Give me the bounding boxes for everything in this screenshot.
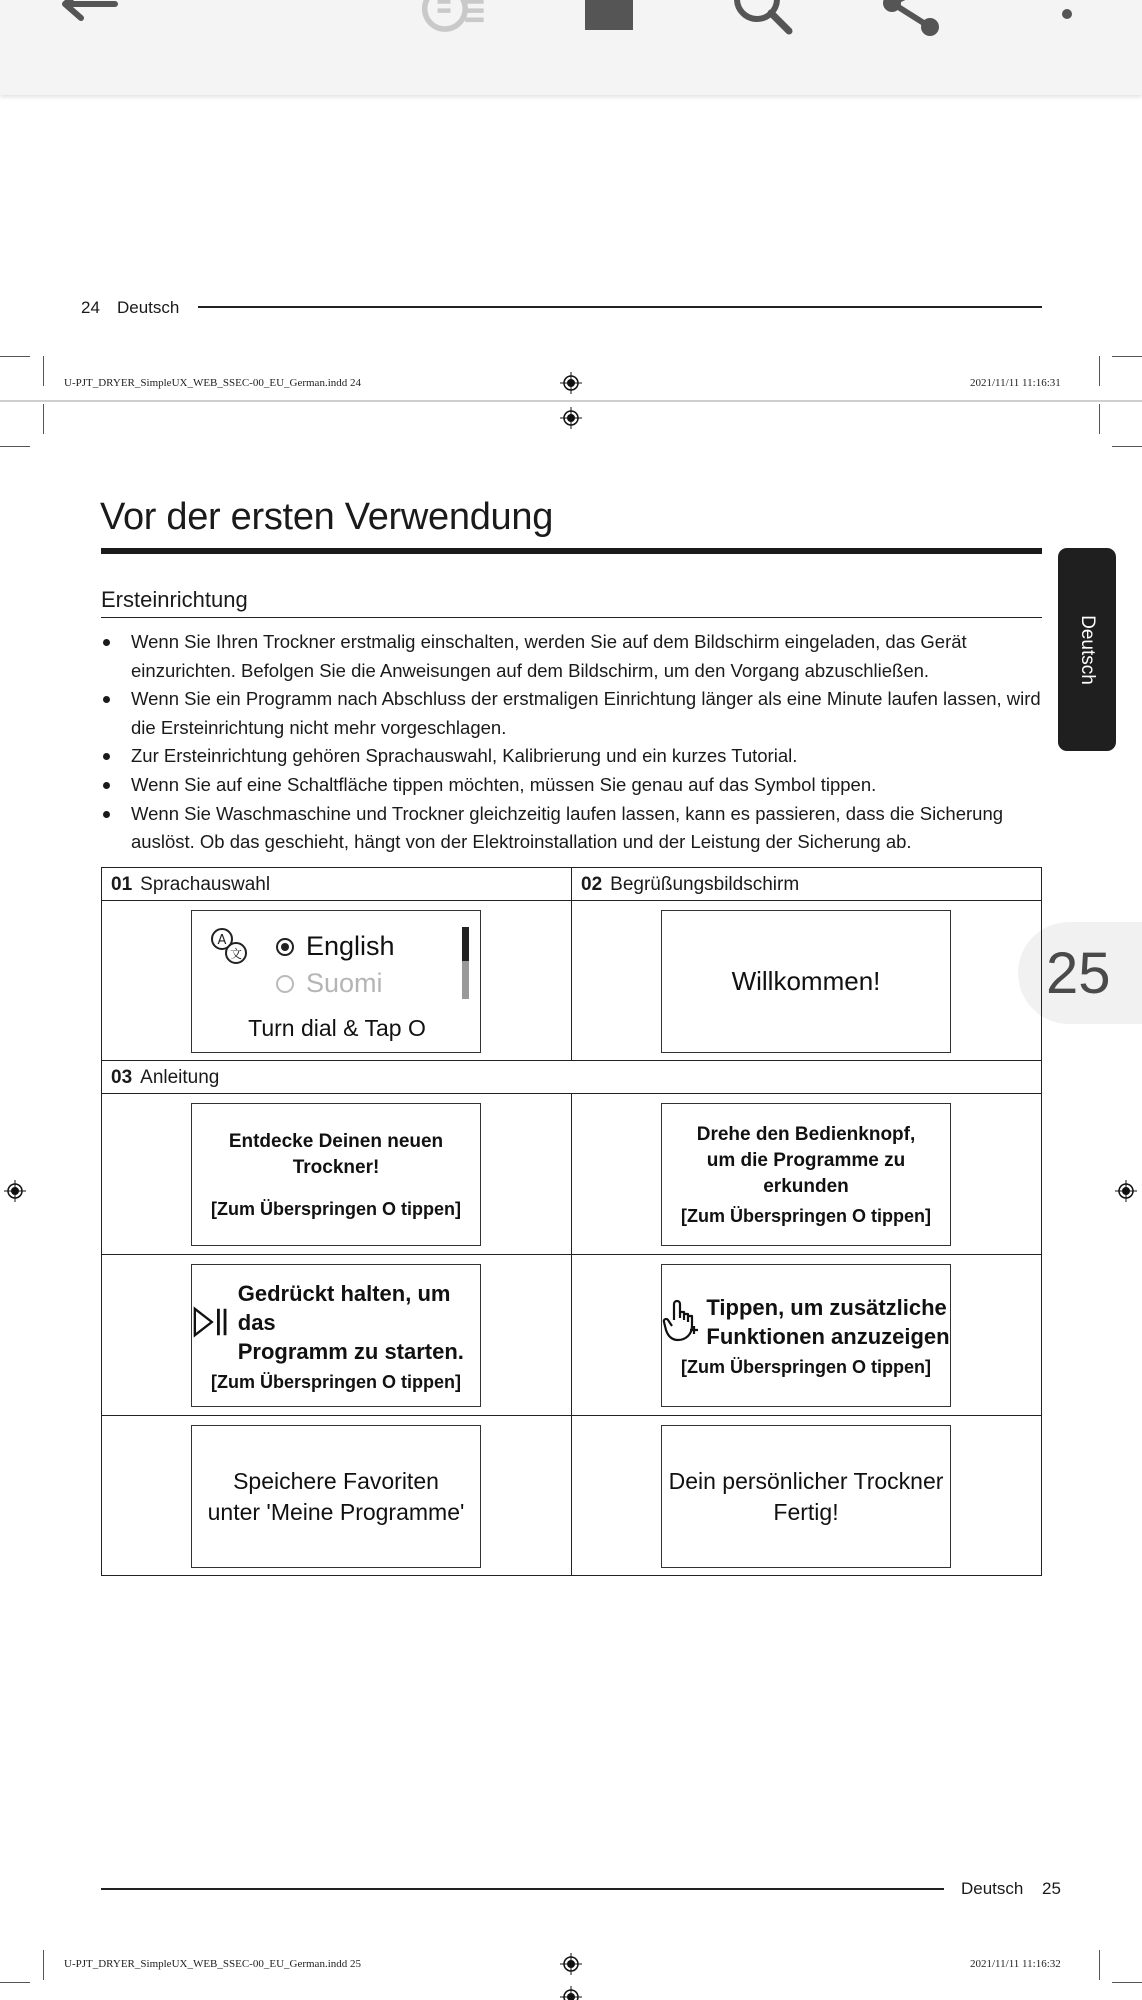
step-label: Sprachauswahl [140, 874, 271, 895]
registration-mark-icon [560, 1953, 582, 1975]
tap-hand-icon [662, 1300, 700, 1344]
footer-page-number: 25 [1042, 1879, 1061, 1898]
crop-mark [0, 446, 30, 447]
search-icon[interactable] [730, 0, 800, 48]
language-icon [210, 927, 250, 967]
footer-language: Deutsch [961, 1879, 1024, 1898]
tutorial-screen-ready [661, 1425, 951, 1568]
header-rule [198, 306, 1042, 308]
crop-mark [1099, 356, 1100, 386]
skip-hint: [Zum Überspringen O tippen] [211, 1371, 461, 1392]
tutorial-text-line2: Programm zu starten. [237, 1338, 464, 1364]
slug-timestamp-bottom: 2021/11/11 11:16:32 [970, 1958, 1061, 1970]
svg-text:文: 文 [229, 947, 243, 961]
crop-mark [0, 356, 30, 357]
tutorial-screen-favorites [191, 1425, 481, 1568]
tutorial-hold-text [238, 1279, 480, 1366]
svg-text:A: A [217, 933, 227, 948]
section-title: Ersteinrichtung [101, 587, 248, 612]
tutorial-text-line2: um die Programme zu erkunden [706, 1150, 906, 1197]
play-pause-icon [192, 1305, 230, 1339]
slug-file-bottom: U-PJT_DRYER_SimpleUX_WEB_SSEC-00_EU_German.indd 25 [64, 1958, 361, 1970]
list-item: Wenn Sie ein Programm nach Abschluss der erstmaligen Einrichtung länger als eine Minute laufen lassen, wird die Ersteinrichtung nicht mehr vorgeschlagen. [101, 685, 1046, 742]
registration-mark-icon [4, 1180, 26, 1202]
tutorial-screen-hold [191, 1264, 481, 1407]
tutorial-text-line1: Dein persönlicher Trockner [668, 1467, 944, 1494]
step-header-language [111, 874, 270, 896]
list-item: Wenn Sie Waschmaschine und Trockner gleichzeitig laufen lassen, kann es passieren, dass die Sicherung auslöst. Ob das geschieht, hängt von der Elektroinstallation und der Leistung der Sicherung ab. [101, 800, 1046, 857]
scrollbar[interactable] [462, 927, 469, 999]
skip-hint: [Zum Überspringen O tippen] [211, 1199, 461, 1219]
crop-mark [43, 1950, 44, 1980]
welcome-screen [661, 910, 951, 1053]
back-arrow-icon[interactable] [53, 0, 123, 48]
tutorial-tap-text [706, 1293, 949, 1351]
tutorial-text-line1: Drehe den Bedienknopf, [696, 1124, 916, 1145]
section-rule [101, 617, 1042, 618]
document-icon[interactable] [574, 0, 644, 48]
tutorial-text-line1: Gedrückt halten, um das [237, 1280, 451, 1335]
tutorial-screen-tap [661, 1264, 951, 1407]
list-item: Wenn Sie auf eine Schaltfläche tippen möchten, müssen Sie genau auf das Symbol tippen. [101, 771, 1046, 800]
slug-timestamp-top: 2021/11/11 11:16:31 [970, 377, 1061, 389]
step-label: Anleitung [140, 1067, 220, 1088]
radio-unselected-icon [276, 975, 294, 993]
tutorial-screen-discover [191, 1103, 481, 1246]
crop-mark [0, 1982, 30, 1983]
crop-mark [1112, 1982, 1142, 1983]
tutorial-text-line1: Tippen, um zusätzliche [706, 1295, 947, 1320]
language-side-tab [1058, 548, 1116, 751]
list-item: Zur Ersteinrichtung gehören Sprachauswahl, Kalibrierung und ein kurzes Tutorial. [101, 742, 1046, 771]
language-select-screen [191, 910, 481, 1053]
share-icon[interactable] [876, 0, 946, 48]
page-badge-number: 25 [1046, 941, 1111, 1006]
crop-mark [1112, 446, 1142, 447]
tutorial-text-line2: Funktionen anzuzeigen [706, 1324, 950, 1349]
tutorial-text: Entdecke Deinen neuen Trockner! [228, 1131, 444, 1178]
header-language: Deutsch [117, 298, 180, 317]
reader-mode-icon[interactable] [421, 0, 491, 48]
crop-mark [1099, 1950, 1100, 1980]
language-option-label: Suomi [306, 968, 383, 998]
page-break [0, 400, 1142, 402]
pdf-toolbar [0, 0, 1142, 95]
header-page-number: 24 [81, 298, 100, 317]
step-number: 01 [111, 874, 133, 895]
crop-mark [1099, 404, 1100, 434]
radio-selected-icon [276, 938, 294, 956]
tutorial-text-line2: Fertig! [773, 1498, 839, 1525]
side-tab-label: Deutsch [1077, 614, 1098, 685]
crop-mark [43, 356, 44, 386]
registration-mark-icon [560, 372, 582, 394]
tutorial-text-line2: unter 'Meine Programme' [207, 1498, 465, 1525]
registration-mark-icon [1115, 1180, 1137, 1202]
title-rule [101, 548, 1042, 554]
more-vertical-icon[interactable] [1032, 0, 1102, 48]
tutorial-tap-row [662, 1293, 949, 1351]
step-number: 02 [581, 874, 603, 895]
table-rule [571, 1093, 572, 1576]
language-hint: Turn dial & Tap O [248, 1015, 426, 1041]
skip-hint: [Zum Überspringen O tippen] [681, 1357, 931, 1377]
crop-mark [43, 404, 44, 434]
language-option-label: English [306, 931, 395, 961]
step-header-tutorial [111, 1067, 219, 1089]
page-title: Vor der ersten Verwendung [100, 496, 554, 538]
crop-mark [1112, 356, 1142, 357]
tutorial-hold-row [192, 1279, 480, 1366]
skip-hint: [Zum Überspringen O tippen] [681, 1206, 931, 1226]
slug-file-top: U-PJT_DRYER_SimpleUX_WEB_SSEC-00_EU_German.indd 24 [64, 377, 361, 389]
tutorial-text-line1: Speichere Favoriten [233, 1467, 439, 1494]
tutorial-screen-dial [661, 1103, 951, 1246]
setup-bullet-list [101, 628, 1046, 857]
step-number: 03 [111, 1067, 133, 1088]
language-option[interactable] [276, 968, 383, 999]
list-item: Wenn Sie Ihren Trockner erstmalig einschalten, werden Sie auf dem Bildschirm eingeladen, das Gerät einzurichten. Befolgen Sie die Anweisungen auf dem Bildschirm, um den Vorgang abzuschließen. [101, 628, 1046, 685]
table-rule [571, 867, 572, 1061]
scrollbar-thumb[interactable] [462, 927, 469, 961]
registration-mark-icon [560, 1986, 582, 2000]
welcome-text: Willkommen! [731, 966, 881, 996]
step-label: Begrüßungsbildschirm [610, 874, 800, 895]
registration-mark-icon [560, 407, 582, 429]
step-header-welcome [581, 874, 799, 896]
language-option-selected[interactable] [276, 931, 395, 962]
footer-rule [101, 1888, 944, 1890]
